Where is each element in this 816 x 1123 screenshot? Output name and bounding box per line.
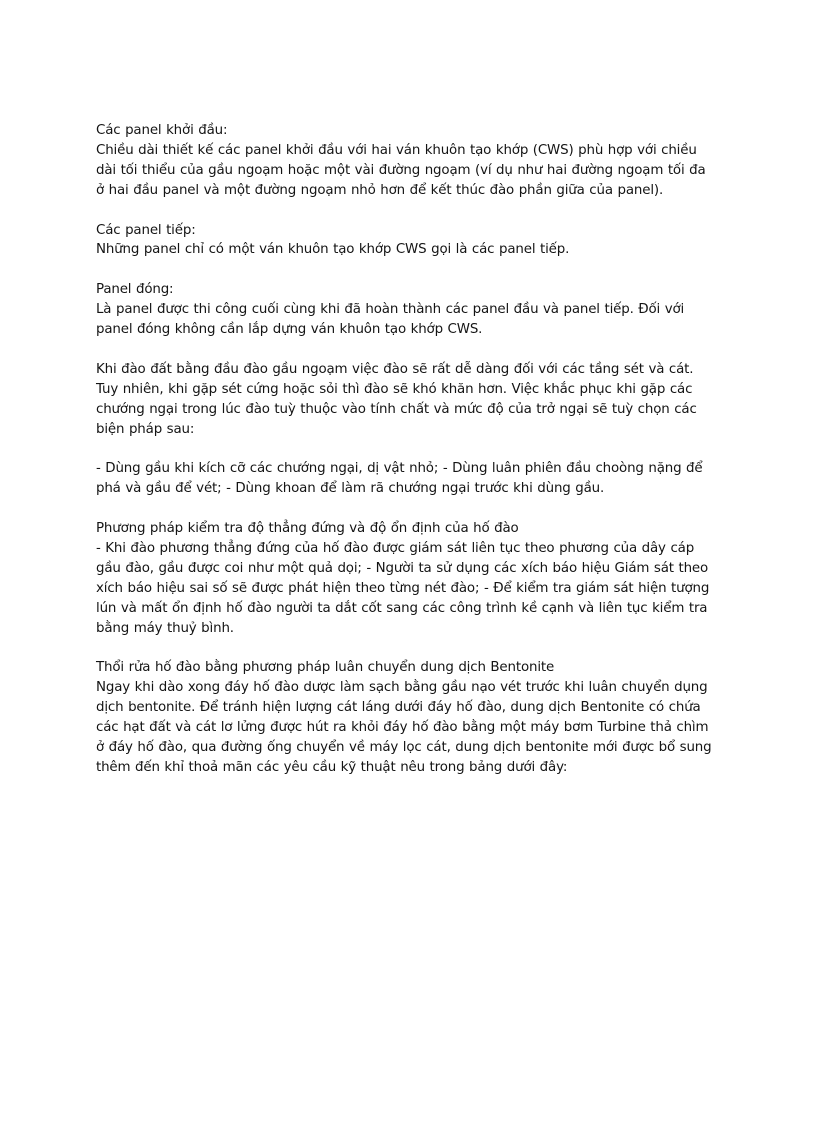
- heading-next-panels: Các panel tiếp:: [96, 222, 196, 238]
- text-line: Là panel được thi công cuối cùng khi đã hoàn thành các panel đầu và panel tiếp. Đối với: [96, 302, 685, 318]
- paragraph-excavation: [96, 360, 726, 440]
- text-line: bằng máy thuỷ bình.: [96, 620, 234, 636]
- text-line: phá và gầu để vét; - Dùng khoan để làm rã chướng ngại trước khi dùng gầu.: [96, 481, 605, 497]
- text-line: ở đáy hố đào, qua đường ống chuyển về máy lọc cát, dung dịch bentonite mới được bổ sung: [96, 740, 712, 755]
- text-line: thêm đến khỉ thoả mãn các yêu cầu kỹ thuật nêu trong bảng dưới đây:: [96, 759, 568, 775]
- paragraph-verticality-check: [96, 519, 726, 638]
- text-line: xích báo hiệu sai số sẽ được phát hiện theo từng nét đào; - Để kiểm tra giám sát hiện tượng: [96, 580, 710, 596]
- paragraph-next-panels: [96, 221, 726, 261]
- text-line: dài tối thiểu của gầu ngoạm hoặc một vài đường ngoạm (ví dụ như hai đường ngoạm tối đa: [96, 162, 706, 178]
- text-line: Khi đào đất bằng đầu đào gầu ngoạm việc đào sẽ rất dễ dàng đối với các tầng sét và cát.: [96, 361, 694, 377]
- text-line: lún và mất ổn định hố đào người ta dắt cốt sang các công trình kề cạnh và liên tục kiểm tra: [96, 600, 708, 616]
- paragraph-measures: [96, 459, 726, 499]
- text-line: panel đóng không cần lắp dựng ván khuôn tạo khớp CWS.: [96, 322, 483, 338]
- heading-initial-panels: Các panel khởi đầu:: [96, 123, 228, 138]
- text-line: Chiều dài thiết kế các panel khởi đầu với hai ván khuôn tạo khớp (CWS) phù hợp với chiều: [96, 142, 697, 158]
- text-line: các hạt đất và cát lơ lửng được hút ra khỏi đáy hố đào bằng một máy bơm Turbine thả chìm: [96, 720, 709, 736]
- text-line: Những panel chỉ có một ván khuôn tạo khớp CWS gọi là các panel tiếp.: [96, 242, 570, 258]
- heading-verticality-check: Phương pháp kiểm tra độ thẳng đứng và độ ổn định của hố đào: [96, 521, 519, 537]
- text-line: biện pháp sau:: [96, 421, 195, 437]
- text-line: dịch bentonite. Để tránh hiện lượng cát láng dưới đáy hố đào, dung dịch Bentonite có chứa: [96, 700, 701, 716]
- paragraph-closing-panel: [96, 280, 726, 340]
- document-body: [96, 121, 726, 798]
- text-line: Ngay khi dào xong đáy hố đào dược làm sạch bằng gầu nạo vét trước khi luân chuyển dụng: [96, 680, 708, 696]
- text-line: gầu đào, gầu được coi như một quả dọi; - Người ta sử dụng các xích báo hiệu Giám sát theo: [96, 560, 709, 576]
- heading-bentonite-flushing: Thổi rửa hố đào bằng phương pháp luân chuyển dung dịch Bentonite: [96, 660, 555, 676]
- text-line: chướng ngại trong lúc đào tuỳ thuộc vào tính chất và mức độ của trở ngại sẽ tuỳ chọn các: [96, 401, 697, 417]
- text-line: Tuy nhiên, khi gặp sét cứng hoặc sỏi thì đào sẽ khó khăn hơn. Việc khắc phục khi gặp các: [96, 381, 693, 397]
- text-line: - Dùng gầu khi kích cỡ các chướng ngại, dị vật nhỏ; - Dùng luân phiên đầu choòng nặng để: [96, 461, 703, 477]
- paragraph-bentonite-flushing: [96, 658, 726, 777]
- text-line: ở hai đầu panel và một đường ngoạm nhỏ hơn để kết thúc đào phần giữa của panel).: [96, 182, 664, 198]
- heading-closing-panel: Panel đóng:: [96, 282, 174, 298]
- text-line: - Khi đào phương thẳng đứng của hố đào được giám sát liên tục theo phương của dây cáp: [96, 540, 695, 556]
- paragraph-initial-panels: [96, 121, 726, 201]
